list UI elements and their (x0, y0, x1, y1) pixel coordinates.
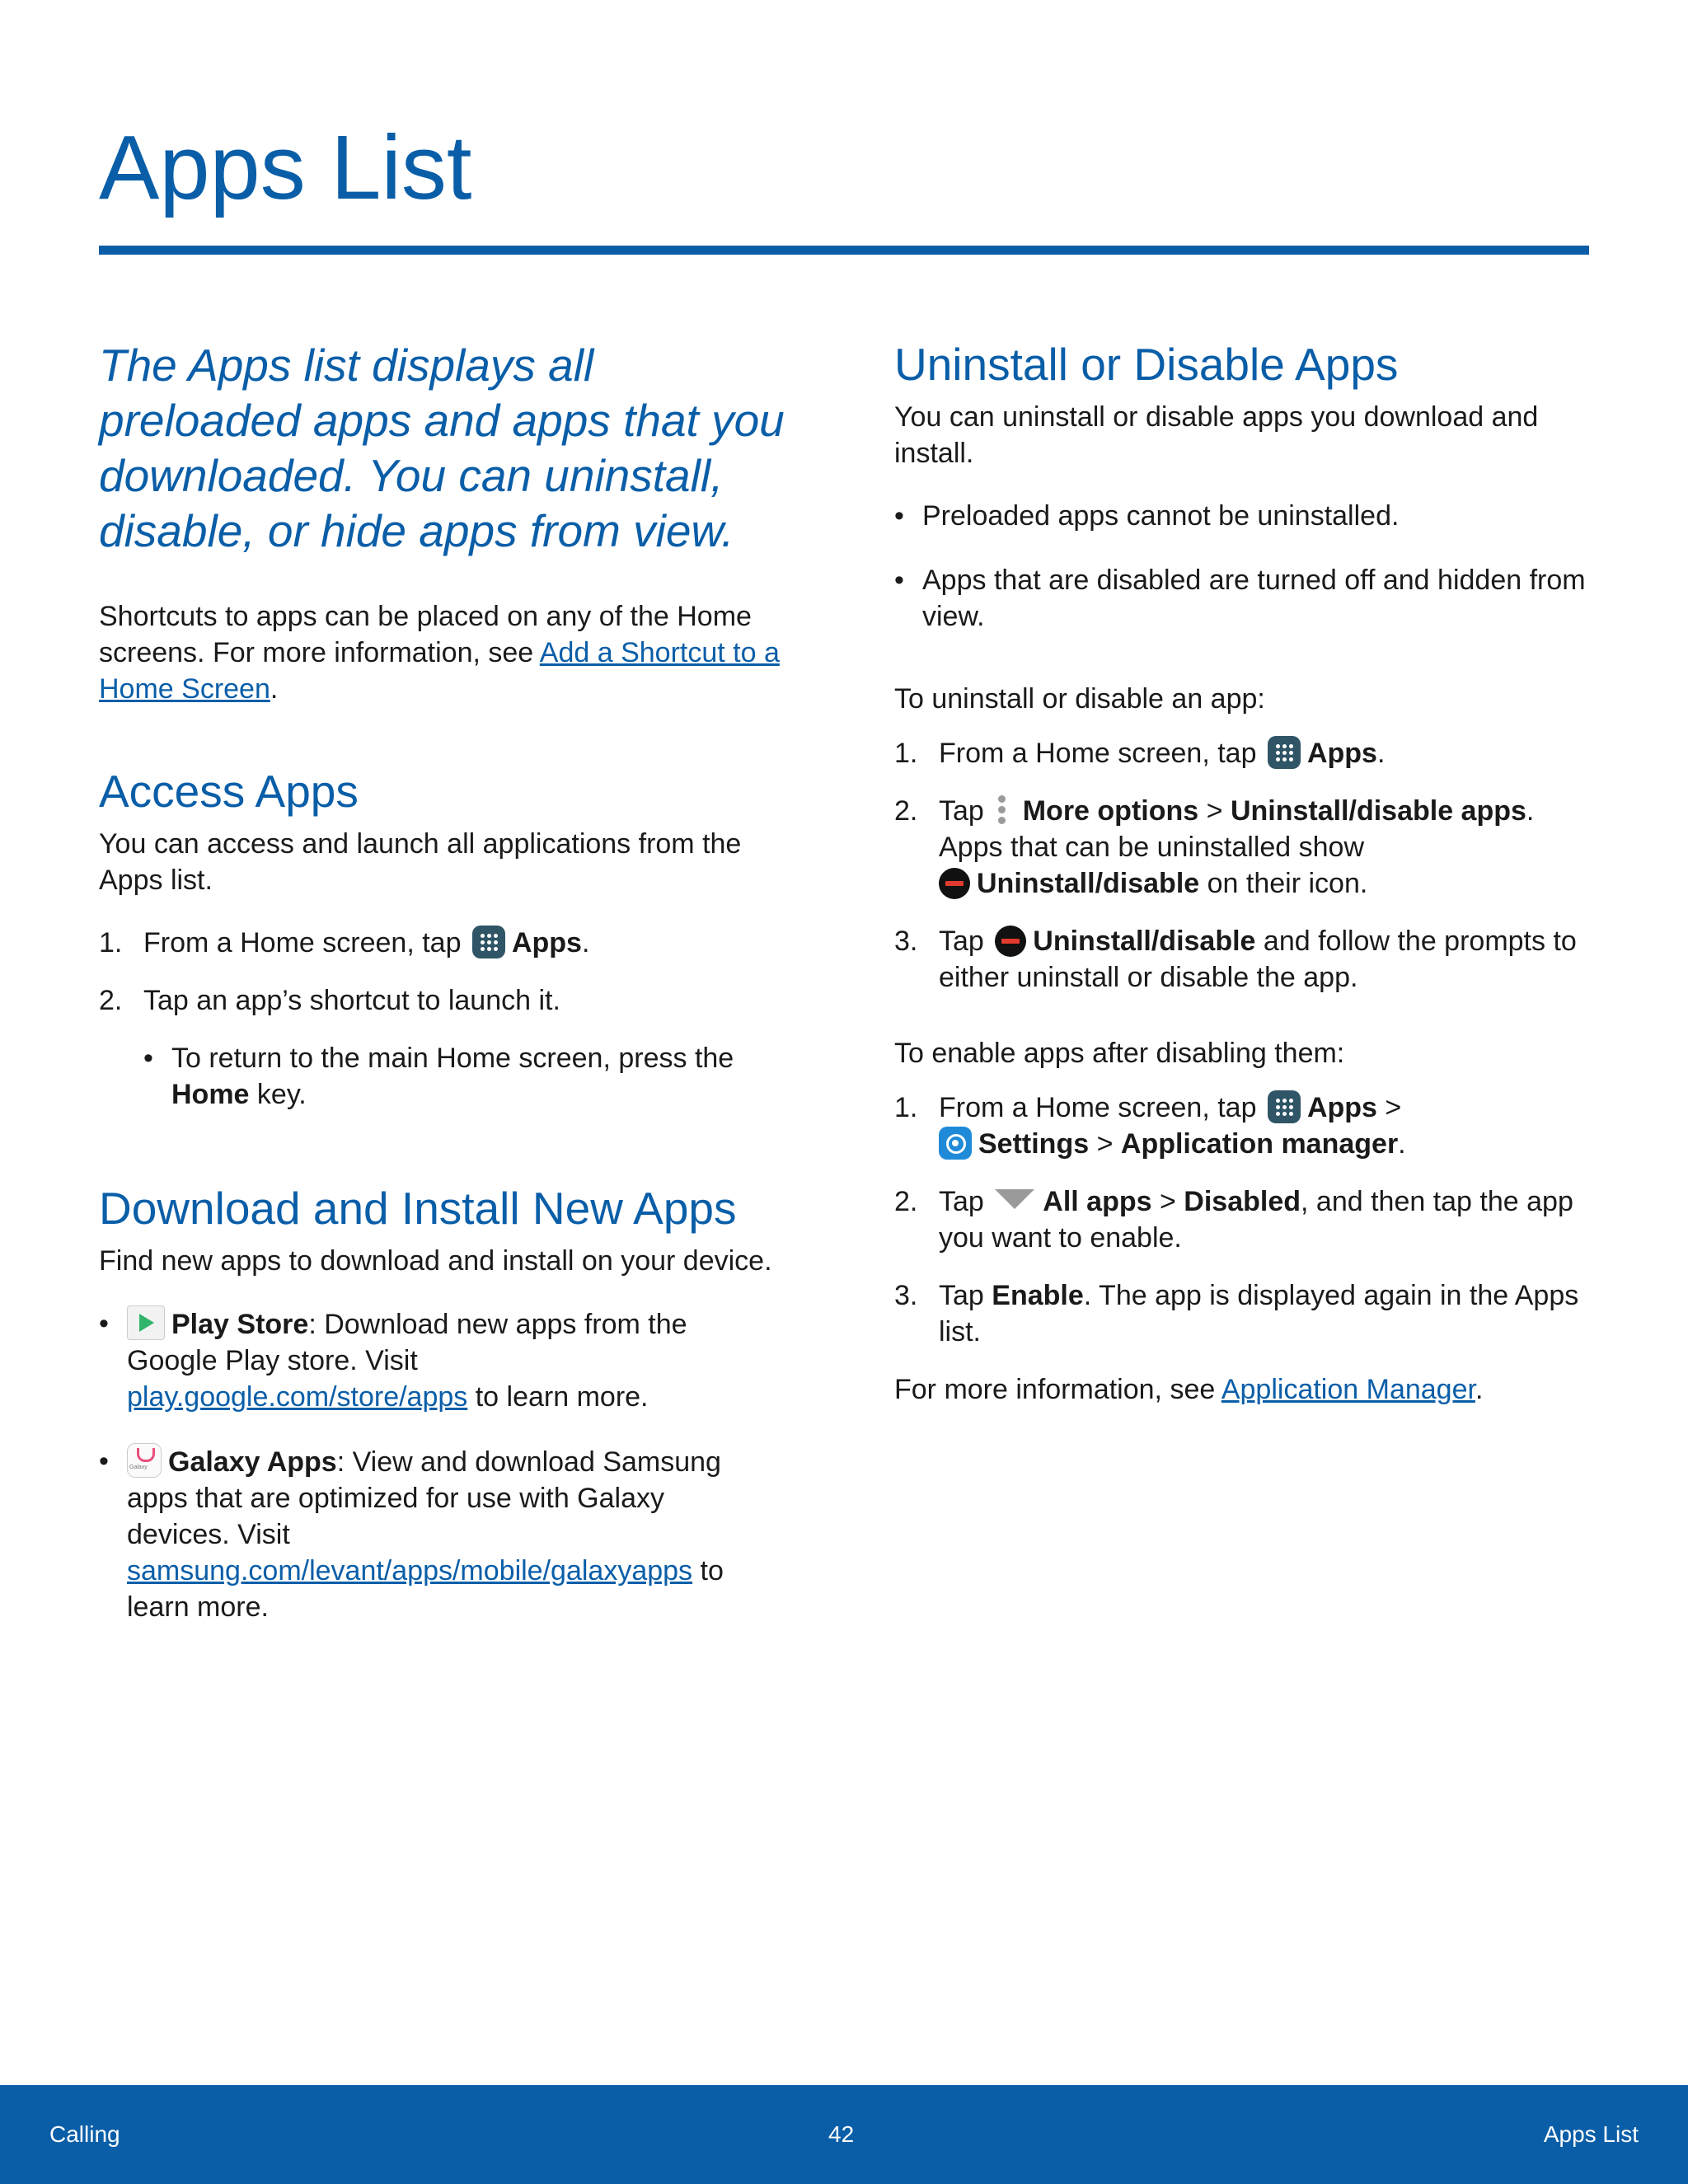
uninstall-bullets (894, 498, 1591, 635)
apps-grid-icon (1268, 736, 1301, 769)
access-steps (99, 925, 808, 1019)
uninstall-steps (894, 735, 1591, 996)
uninstall-minus-icon (939, 868, 970, 899)
intro-text: The Apps list displays all preloaded apps and apps that you downloaded. You can uninstall, disable, or hide apps from view. (99, 340, 785, 556)
right-column (894, 330, 1591, 1408)
enable-intro: To enable apps after disabling them: (894, 1038, 1345, 1069)
list-item: 3. Tap Uninstall/disable and follow the prompts to either uninstall or disable the app. (894, 926, 1577, 993)
page-number: 42 (828, 2121, 855, 2147)
application-manager-link[interactable]: Application Manager (1221, 1374, 1475, 1405)
list-item: • Galaxy Galaxy Apps: View and download Samsung apps that are optimized for use with Galaxy devices. Visit samsung.com/levant/apps/mobile/galaxyapps to learn more. (99, 1443, 729, 1625)
access-apps-heading: Access Apps (99, 766, 359, 817)
list-item: 2. Tap All apps > Disabled, and then tap the app you want to enable. (894, 1186, 1573, 1254)
list-item: • Play Store: Download new apps from the Google Play store. Visit play.google.com/store/apps to learn more. (99, 1305, 729, 1415)
footer-chapter-label: Apps List (1543, 2121, 1639, 2147)
shortcuts-text: Shortcuts to apps can be placed on any of the Home screens. For more information, see (99, 601, 752, 668)
footer-section-label: Calling (49, 2121, 120, 2147)
list-item: • To return to the main Home screen, press the Home key. (143, 1043, 734, 1110)
enable-steps (894, 1090, 1591, 1350)
more-info-paragraph: For more information, see Application Manager. (894, 1374, 1484, 1405)
list-item: 1. From a Home screen, tap Apps > Settings > Application manager. (894, 1092, 1406, 1160)
download-bullets (99, 1305, 808, 1625)
access-sub-bullets (143, 1040, 808, 1113)
uninstall-minus-icon (995, 926, 1026, 957)
play-store-link[interactable]: play.google.com/store/apps (127, 1381, 468, 1413)
apps-grid-icon (1268, 1090, 1301, 1123)
shortcuts-paragraph: Shortcuts to apps can be placed on any of the Home screens. For more information, see Add a Shortcut to a Home Screen. (99, 601, 780, 705)
list-item: • Apps that are disabled are turned off and hidden from view. (894, 565, 1586, 632)
access-apps-body: You can access and launch all applications from the Apps list. (99, 828, 742, 896)
more-options-icon (995, 794, 1008, 827)
list-item: 3. Tap Enable. The app is displayed again in the Apps list. (894, 1280, 1579, 1347)
uninstall-body: You can uninstall or disable apps you download and install. (894, 401, 1539, 469)
dropdown-arrow-icon (995, 1189, 1034, 1209)
uninstall-intro: To uninstall or disable an app: (894, 683, 1265, 715)
settings-gear-icon (939, 1127, 972, 1160)
galaxy-apps-icon: Galaxy (127, 1443, 162, 1478)
apps-grid-icon (472, 926, 505, 958)
list-item: • Preloaded apps cannot be uninstalled. (894, 500, 1400, 532)
download-apps-heading: Download and Install New Apps (99, 1183, 737, 1234)
left-column (99, 330, 808, 1653)
page-title: Apps List (99, 117, 472, 218)
list-item: 2. Tap More options > Uninstall/disable apps. Apps that can be uninstalled show Uninstall/disable on their icon. (894, 795, 1535, 899)
play-store-icon (127, 1305, 165, 1340)
uninstall-heading: Uninstall or Disable Apps (894, 339, 1399, 390)
title-rule (99, 246, 1589, 255)
page-footer (0, 2085, 1688, 2184)
list-item: 1. From a Home screen, tap Apps. (99, 927, 590, 958)
galaxy-apps-link[interactable]: samsung.com/levant/apps/mobile/galaxyapps (127, 1555, 693, 1586)
shortcut-link[interactable]: Add a Shortcut to a Home Screen (99, 637, 780, 705)
list-item: 2. Tap an app’s shortcut to launch it. (99, 985, 560, 1016)
download-apps-body: Find new apps to download and install on your device. (99, 1245, 772, 1277)
list-item: 1. From a Home screen, tap Apps. (894, 738, 1386, 769)
